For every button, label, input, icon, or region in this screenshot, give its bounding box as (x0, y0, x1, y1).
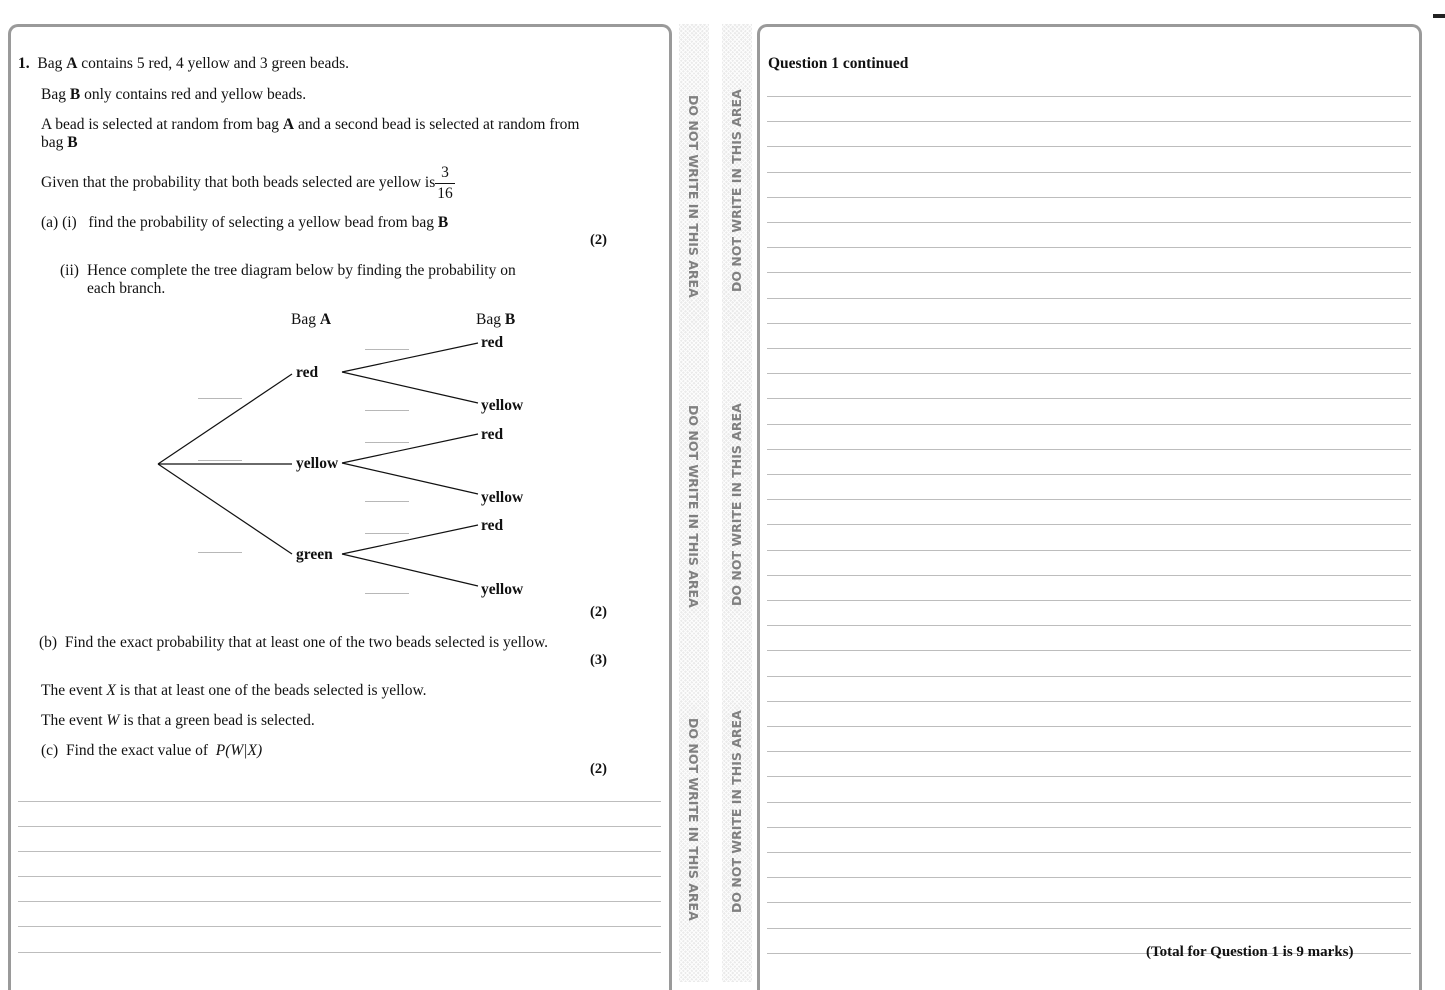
question-intro: 1. Bag A contains 5 red, 4 yellow and 3 green beads. (18, 55, 350, 72)
answer-line[interactable] (767, 802, 1411, 803)
tree-header-bag-b: Bag B (476, 311, 516, 328)
blank-yellow-yellow[interactable]: ...................... (365, 495, 409, 504)
answer-line[interactable] (767, 575, 1411, 576)
part-a-ii-marks: (2) (590, 604, 607, 620)
margin-warning: DO NOT WRITE IN THIS AREA (686, 405, 701, 608)
answer-line[interactable] (18, 801, 661, 802)
blank-green-yellow[interactable]: ...................... (365, 587, 409, 596)
answer-line[interactable] (767, 424, 1411, 425)
answer-line[interactable] (767, 776, 1411, 777)
answer-line[interactable] (767, 96, 1411, 97)
answer-line[interactable] (767, 650, 1411, 651)
branch-red-red (342, 343, 478, 372)
answer-line[interactable] (767, 373, 1411, 374)
answer-line[interactable] (767, 550, 1411, 551)
branch-green-yellow (342, 554, 478, 586)
answer-line[interactable] (767, 172, 1411, 173)
blank-red-red[interactable]: ...................... (365, 343, 409, 352)
part-a-i-marks: (2) (590, 232, 607, 248)
margin-warning: DO NOT WRITE IN THIS AREA (729, 403, 744, 606)
answer-line[interactable] (767, 726, 1411, 727)
answer-line[interactable] (767, 222, 1411, 223)
branch-a-green (158, 464, 292, 554)
blank-green-red[interactable]: ...................... (365, 527, 409, 536)
answer-line[interactable] (767, 449, 1411, 450)
part-c: (c) Find the exact value of P(W|X) (41, 742, 263, 759)
answer-line[interactable] (767, 701, 1411, 702)
blank-a-yellow[interactable]: ...................... (198, 454, 242, 463)
given-statement: Given that the probability that both beads selected are yellow is (41, 174, 436, 191)
blank-yellow-red[interactable]: ...................... (365, 436, 409, 445)
part-c-marks: (2) (590, 761, 607, 777)
tree-first-green: green (296, 546, 333, 563)
tree-second-yellow-2: yellow (481, 489, 524, 506)
blank-a-green[interactable]: ...................... (198, 546, 242, 555)
answer-line[interactable] (767, 852, 1411, 853)
branch-green-red (342, 525, 478, 554)
part-a-i: (a) (i) find the probability of selecting a yellow bead from bag B (41, 214, 449, 231)
margin-warning: DO NOT WRITE IN THIS AREA (686, 718, 701, 921)
part-b: (b) Find the exact probability that at least one of the two beads selected is yellow. (39, 634, 549, 651)
fraction-denominator: 16 (437, 185, 453, 202)
answer-line[interactable] (18, 901, 661, 902)
tree-header-bag-a: Bag A (291, 311, 332, 328)
continuation-panel (757, 24, 1422, 990)
branch-yellow-red (342, 434, 478, 463)
conditional-probability-expression: P(W|X) (215, 742, 263, 759)
tree-first-yellow: yellow (296, 455, 339, 472)
answer-line[interactable] (767, 928, 1411, 929)
margin-warning: DO NOT WRITE IN THIS AREA (729, 710, 744, 913)
given-fraction (435, 164, 455, 203)
answer-line[interactable] (767, 751, 1411, 752)
answer-line[interactable] (767, 524, 1411, 525)
tree-second-red-1: red (481, 334, 504, 351)
blank-a-red[interactable]: ...................... (198, 392, 242, 401)
tree-second-yellow-3: yellow (481, 581, 524, 598)
answer-line[interactable] (767, 474, 1411, 475)
margin-warning: DO NOT WRITE IN THIS AREA (686, 95, 701, 298)
continuation-title: Question 1 continued (768, 55, 909, 72)
event-x-definition: The event X is that at least one of the beads selected is yellow. (41, 682, 427, 699)
answer-line[interactable] (767, 676, 1411, 677)
fraction-numerator: 3 (441, 164, 449, 181)
answer-line[interactable] (767, 121, 1411, 122)
answer-line[interactable] (767, 600, 1411, 601)
tree-first-red: red (296, 364, 319, 381)
answer-line[interactable] (767, 398, 1411, 399)
answer-line[interactable] (767, 247, 1411, 248)
answer-line[interactable] (767, 827, 1411, 828)
answer-line[interactable] (767, 272, 1411, 273)
selection-statement-line1: A bead is selected at random from bag A and a second bead is selected at random from (41, 116, 580, 133)
part-a-ii-line2: each branch. (87, 280, 166, 297)
question-number: 1. (18, 55, 30, 72)
answer-line[interactable] (18, 826, 661, 827)
answer-line[interactable] (18, 952, 661, 953)
margin-warning: DO NOT WRITE IN THIS AREA (729, 89, 744, 292)
answer-line[interactable] (767, 197, 1411, 198)
answer-line[interactable] (18, 926, 661, 927)
branch-yellow-yellow (342, 463, 478, 494)
tree-second-red-3: red (481, 517, 504, 534)
answer-line[interactable] (767, 146, 1411, 147)
page-edge-mark (1433, 14, 1445, 18)
tree-second-yellow-1: yellow (481, 397, 524, 414)
selection-statement-line2: bag B (41, 134, 78, 151)
answer-line[interactable] (767, 499, 1411, 500)
blank-red-yellow[interactable]: ...................... (365, 404, 409, 413)
total-marks: (Total for Question 1 is 9 marks) (1146, 944, 1354, 960)
answer-line[interactable] (767, 902, 1411, 903)
answer-line[interactable] (767, 348, 1411, 349)
answer-line[interactable] (767, 298, 1411, 299)
answer-line[interactable] (767, 323, 1411, 324)
bag-b-statement: Bag B only contains red and yellow beads. (41, 86, 307, 103)
part-a-ii-line1: Hence complete the tree diagram below by finding the probability on (87, 262, 516, 279)
event-w-definition: The event W is that a green bead is selected. (41, 712, 315, 729)
answer-line[interactable] (767, 877, 1411, 878)
part-b-marks: (3) (590, 652, 607, 668)
part-a-ii-label: (ii) (60, 262, 79, 279)
answer-line[interactable] (767, 625, 1411, 626)
answer-line[interactable] (18, 876, 661, 877)
branch-red-yellow (342, 372, 478, 403)
answer-line[interactable] (18, 851, 661, 852)
tree-second-red-2: red (481, 426, 504, 443)
